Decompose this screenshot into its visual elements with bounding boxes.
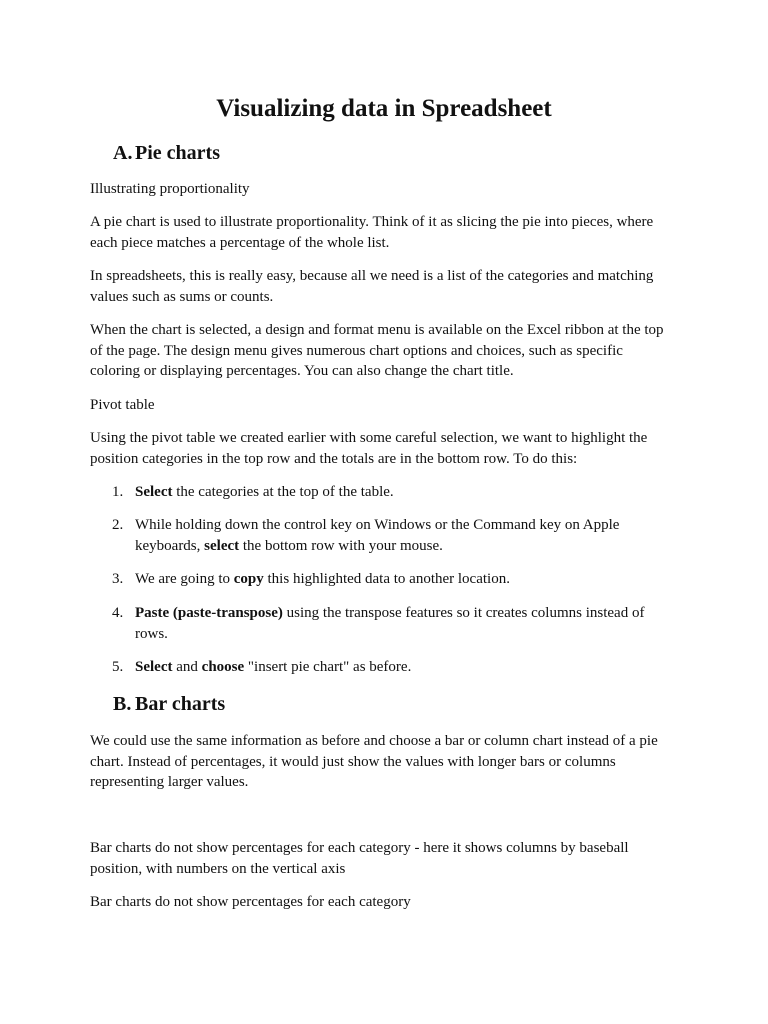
paragraph-pie-intro: A pie chart is used to illustrate proportionality. Think of it as slicing the pie into pieces, where each piece matches a percentage of the whole list.	[90, 214, 654, 251]
bold-text: copy	[233, 571, 264, 587]
bold-text: Select	[135, 484, 173, 500]
list-item-text	[135, 657, 672, 678]
list-item-text	[135, 603, 672, 644]
plain-text: the categories at the top of the table.	[172, 484, 394, 500]
plain-text: this highlighted data to another location.	[263, 571, 510, 587]
subheading-illustrating-proportionality: Illustrating proportionality	[90, 181, 250, 197]
list-item-text	[135, 482, 672, 503]
bold-text: choose	[201, 659, 245, 675]
list-item-text	[135, 569, 672, 590]
list-item-step-3	[112, 569, 672, 590]
list-number: 3.	[112, 571, 124, 587]
subheading-pivot-table: Pivot table	[90, 397, 155, 413]
bold-text: select	[204, 537, 240, 554]
section-marker: B.	[113, 693, 132, 715]
list-item-step-4	[112, 603, 672, 644]
paragraph-bar-caption: Bar charts do not show percentages for each category - here it shows columns by baseball position, with numbers on the vertical axis	[90, 840, 629, 877]
list-item-step-2	[112, 515, 672, 556]
bold-text: Paste (paste-transpose)	[135, 605, 283, 621]
plain-text: using the transpose features so it creates columns instead of rows.	[135, 605, 645, 642]
list-number: 2.	[112, 517, 124, 533]
list-number: 1.	[112, 484, 124, 500]
list-item-step-5	[112, 657, 672, 678]
bold-text: Select	[135, 659, 173, 675]
paragraph-bar-intro: We could use the same information as before and choose a bar or column chart instead of a pie chart. Instead of percentages, it would just show the values with longer bars or columns representing larger values.	[90, 733, 658, 790]
list-item-step-1	[112, 482, 672, 503]
section-heading-text: Pie charts	[135, 142, 220, 164]
list-number: 4.	[112, 605, 124, 621]
list-item-text	[135, 515, 672, 556]
paragraph-design-menu: When the chart is selected, a design and format menu is available on the Excel ribbon at the top of the page. The design menu gives numerous chart options and choices, such as specific coloring or displaying percentages. You can also change the chart title.	[90, 322, 664, 379]
plain-text: We are going to	[135, 571, 234, 587]
section-marker: A.	[113, 142, 133, 164]
paragraph-bar-caption-short: Bar charts do not show percentages for each category	[90, 894, 411, 910]
section-heading-pie-charts	[113, 141, 220, 165]
plain-text: While holding down the control key on Windows or the Command key on Apple keyboards,	[135, 517, 620, 554]
paragraph-pivot-table: Using the pivot table we created earlier with some careful selection, we want to highlight the position categories in the top row and the totals are in the bottom row. To do this:	[90, 430, 648, 467]
plain-text: the bottom row with your mouse.	[239, 537, 443, 554]
section-heading-bar-charts	[113, 692, 225, 716]
plain-text: and	[172, 659, 202, 675]
section-heading-text: Bar charts	[135, 693, 226, 715]
document-title: Visualizing data in Spreadsheet	[216, 95, 552, 122]
paragraph-spreadsheets-easy: In spreadsheets, this is really easy, because all we need is a list of the categories and matching values such as sums or counts.	[90, 268, 654, 305]
plain-text: "insert pie chart" as before.	[244, 659, 412, 675]
list-number: 5.	[112, 659, 124, 675]
